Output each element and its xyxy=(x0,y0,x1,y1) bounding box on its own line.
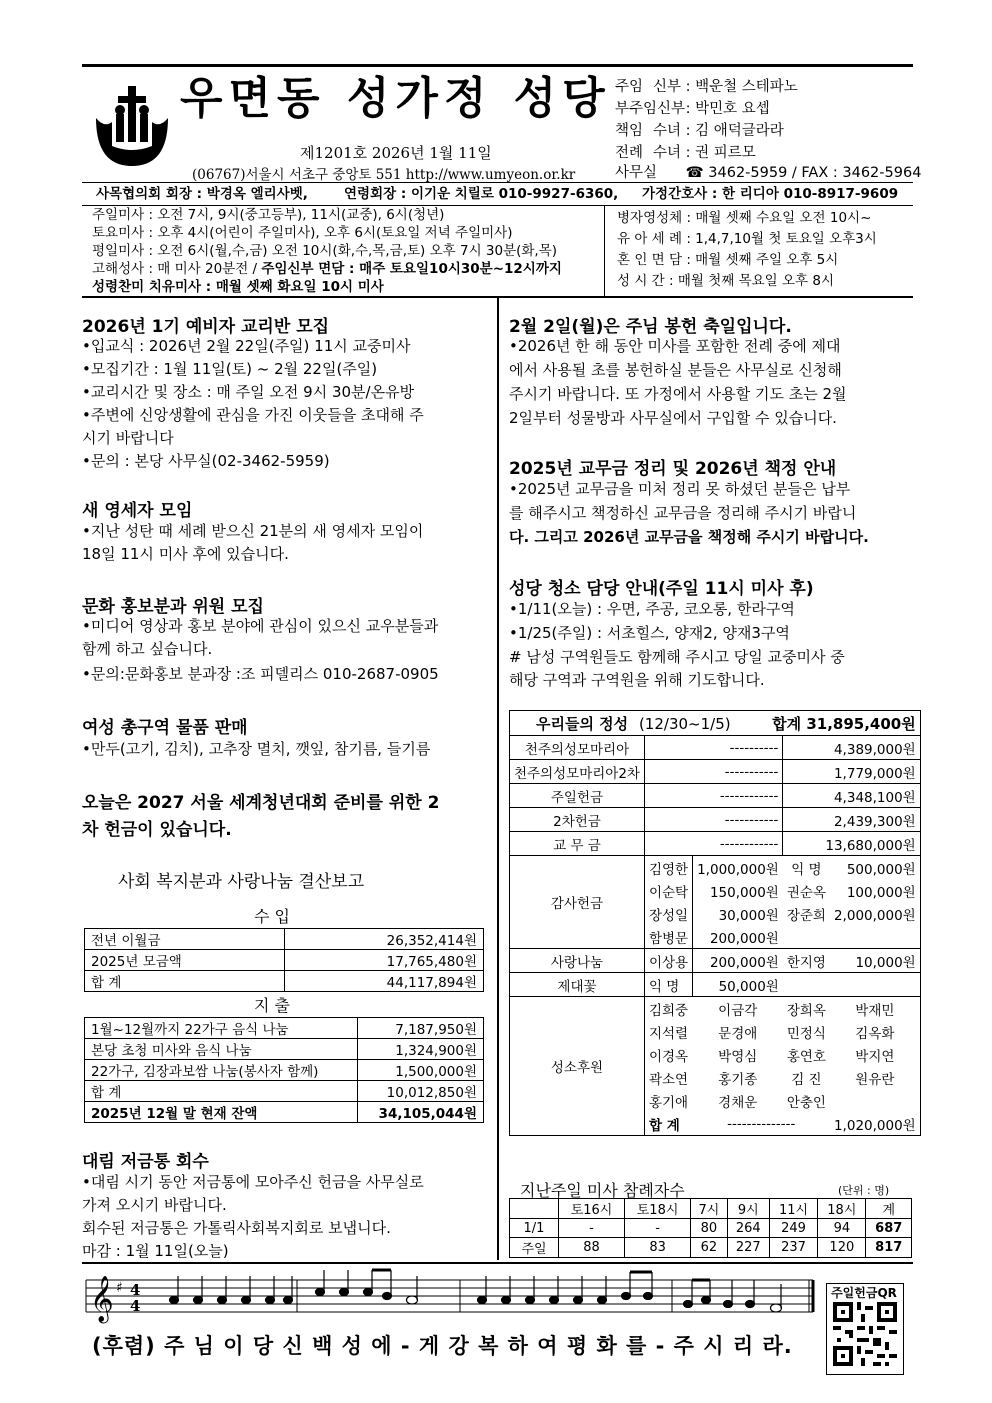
paragraph-line: 2일부터 성물방과 사무실에서 구입할 수 있습니다. xyxy=(509,409,837,427)
home-nurse: 가정간호사 : 한 리디아 010-8917-9609 xyxy=(642,186,899,202)
offering-amount: 13,680,000원 xyxy=(783,832,920,856)
donor-name: 이상용 xyxy=(644,949,692,973)
catechumen-title: 2026년 1기 예비자 교리반 모집 xyxy=(82,317,330,337)
donor-amount: 30,000원 xyxy=(718,907,779,924)
svg-text:♯: ♯ xyxy=(116,1280,123,1296)
svg-text:4: 4 xyxy=(130,1297,141,1315)
att-cell: 227 xyxy=(727,1238,769,1258)
att-header: 18시 xyxy=(818,1199,866,1219)
empty-cell xyxy=(783,973,920,997)
expense-amount: 7,187,950원 xyxy=(357,1018,483,1039)
table-row xyxy=(510,1219,912,1238)
support-total-amount: 1,020,000원 xyxy=(830,1112,920,1136)
income-title: 수 입 xyxy=(254,907,290,926)
table-row xyxy=(510,949,921,973)
donor-name: 김영한 xyxy=(644,856,692,880)
list-item: •교리시간 및 장소 : 매 주일 오전 9시 30분/온유방 xyxy=(82,383,415,401)
table-row xyxy=(85,1081,484,1102)
att-cell: 237 xyxy=(769,1238,817,1258)
paragraph-line: •2026년 한 해 동안 미사를 포함한 전례 중에 제대 xyxy=(509,337,841,355)
donor-amount: 100,000원 xyxy=(830,879,920,902)
thanks-label: 감사헌금 xyxy=(510,856,645,949)
table-row xyxy=(85,950,484,971)
expense-amount: 1,500,000원 xyxy=(357,1060,483,1081)
list-item: •지난 성탄 때 세례 받으신 21분의 새 영세자 모임이 xyxy=(82,522,424,540)
table-row xyxy=(510,736,921,760)
supporter-name: 안충인 xyxy=(786,1094,826,1111)
list-item: •입교식 : 2026년 2월 22일(주일) 11시 교중미사 xyxy=(82,337,411,355)
advent-bank-title: 대림 저금통 회수 xyxy=(82,1152,209,1172)
offering-dash: ------------ xyxy=(644,784,782,808)
bottom-rule xyxy=(82,1262,913,1264)
att-header: 11시 xyxy=(769,1199,817,1219)
confession-line: 고해성사 : 매 미사 20분전 / 주임신부 면담 : 매주 토요일10시30분~12시까지 xyxy=(92,261,562,277)
church-name: 우면동 성가정 성당 xyxy=(180,73,611,124)
att-cell: 62 xyxy=(691,1238,728,1258)
donor-name: 이순탁 xyxy=(644,879,692,902)
hymn-lyrics: (후렴) 주 님 이 당 신 백 성 에 - 게 강 복 하 여 평 화 를 - 주 시 리 라. xyxy=(92,1334,793,1358)
donor-amount: 2,000,000원 xyxy=(830,902,920,925)
att-cell: 1/1 xyxy=(510,1219,559,1238)
income-label: 합 계 xyxy=(85,971,285,992)
offerings-title: 우리들의 정성 xyxy=(536,714,629,733)
offering-dash: ----------- xyxy=(644,760,782,784)
paragraph-line: 주시기 바랍니다. 또 가정에서 사용할 기도 초는 2월 xyxy=(509,385,847,403)
expense-amount: 10,012,850원 xyxy=(357,1081,483,1102)
wyd-collection-line2: 차 헌금이 있습니다. xyxy=(82,820,232,840)
table-row xyxy=(510,760,921,784)
supporter-name: 지석렬 xyxy=(648,1025,689,1042)
support-total-label: 합 계 xyxy=(644,1112,692,1136)
att-header: 토18시 xyxy=(625,1199,691,1219)
weekday-mass: 평일미사 : 오전 6시(월,수,금) 오전 10시(화,수,목,금,토) 오후 7시 30분(화,목) xyxy=(92,243,558,259)
balance-amount: 34,105,044원 xyxy=(357,1102,483,1123)
offering-dash: ------------ xyxy=(644,832,782,856)
att-cell: 주일 xyxy=(510,1238,559,1258)
att-header: 토16시 xyxy=(559,1199,625,1219)
att-header: 7시 xyxy=(691,1199,728,1219)
new-baptized-title: 새 영세자 모임 xyxy=(82,501,193,521)
donor-name: 익 명 xyxy=(783,856,830,880)
cleaning-title: 성당 청소 담당 안내(주일 11시 미사 후) xyxy=(509,579,814,599)
list-item: # 남성 구역원들도 함께해 주시고 당일 교중미사 중 xyxy=(509,648,845,666)
list-item: 시기 바랍니다 xyxy=(82,429,174,447)
mass-divider xyxy=(604,206,605,296)
list-item: •미디어 영상과 홍보 분야에 관심이 있으신 교우분들과 xyxy=(82,617,439,635)
paragraph-line: 다. 그리고 2026년 교무금을 책정해 주시기 바랍니다. xyxy=(509,528,869,546)
donor-amount: 10,000원 xyxy=(830,949,920,973)
offering-amount: 2,439,300원 xyxy=(783,808,920,832)
staff-liturgy-sister: 전례 수녀 : 권 피르모 xyxy=(615,145,756,161)
list-item: •모집기간 : 1월 11일(토) ~ 2월 22일(주일) xyxy=(82,360,378,378)
table-row xyxy=(85,929,484,950)
flower-label: 제대꽃 xyxy=(510,973,645,997)
support-total-dash: -------------- xyxy=(693,1112,830,1136)
list-item: 18일 11시 미사 후에 있습니다. xyxy=(82,545,289,563)
top-rule xyxy=(82,64,913,67)
women-sale-title: 여성 총구역 물품 판매 xyxy=(82,718,248,738)
church-address: (06767)서울시 서초구 중앙토 551 http://www.umyeon.or.kr xyxy=(192,167,576,183)
supporter-name: 김 진 xyxy=(791,1071,822,1088)
offerings-header-cell xyxy=(510,711,921,736)
offerings-period: (12/30~1/5) xyxy=(638,714,731,733)
offerings-total: 합계 31,895,400원 xyxy=(772,714,916,733)
att-header: 9시 xyxy=(727,1199,769,1219)
offering-dash: ----------- xyxy=(644,808,782,832)
church-logo-icon xyxy=(90,84,174,168)
donor-amount: 200,000원 xyxy=(693,925,783,949)
att-header xyxy=(510,1199,559,1219)
issue-number-date: 제1201호 2026년 1월 11일 xyxy=(300,144,492,162)
expense-title: 지 출 xyxy=(254,996,290,1015)
donor-amount: 200,000원 xyxy=(693,949,783,973)
donor-name: 한지영 xyxy=(783,949,830,973)
paragraph-line: •2025년 교무금을 미처 정리 못 하셨던 분들은 납부 xyxy=(509,480,851,498)
supporter-name: 이금각 xyxy=(693,997,783,1021)
att-total: 817 xyxy=(866,1238,912,1258)
saturday-mass: 토요미사 : 오후 4시(어린이 주일미사), 오후 6시(토요일 저녁 주일미사) xyxy=(92,225,513,241)
infant-baptism: 유 아 세 례 : 1,4,7,10월 첫 토요일 오후3시 xyxy=(617,231,877,247)
offerings-table xyxy=(509,710,921,1136)
list-item: •1/11(오늘) : 우면, 주공, 코오롱, 한라구역 xyxy=(509,600,795,618)
attendance-unit: (단위 : 명) xyxy=(838,1184,890,1197)
table-row xyxy=(510,997,921,1021)
supporter-name: 곽소연 xyxy=(648,1071,689,1088)
offering-amount: 4,348,100원 xyxy=(783,784,920,808)
supporter-name: 민정식 xyxy=(786,1025,826,1042)
expense-label: 본당 초청 미사와 음식 나눔 xyxy=(85,1039,358,1060)
holy-hour: 성 시 간 : 매월 첫째 목요일 오후 8시 xyxy=(617,273,835,289)
sick-communion: 병자영성체 : 매월 셋째 수요일 오전 10시~ xyxy=(617,210,872,226)
att-cell: 83 xyxy=(625,1238,691,1258)
offering-category: 천주의성모마리아 xyxy=(510,736,645,760)
list-item: 마감 : 1월 11일(오늘) xyxy=(82,1242,229,1260)
table-row xyxy=(85,1060,484,1081)
list-item: 가져 오시기 바랍니다. xyxy=(82,1196,227,1214)
list-item: 회수된 저금통은 가톨릭사회복지회로 보냅니다. xyxy=(82,1219,391,1237)
table-row xyxy=(85,1018,484,1039)
funeral-committee-head: 연령회장 : 이기운 치릴로 010-9927-6360, xyxy=(344,186,619,202)
officers-bar xyxy=(82,182,913,206)
att-cell: - xyxy=(625,1219,691,1238)
list-item: •문의 : 본당 사무실(02-3462-5959) xyxy=(82,452,330,470)
offering-dash: ---------- xyxy=(644,736,782,760)
att-header: 계 xyxy=(866,1199,912,1219)
offering-category: 주일헌금 xyxy=(510,784,645,808)
council-president: 사목협의회 회장 : 박경옥 엘리사벳, xyxy=(96,186,308,202)
table-row xyxy=(510,832,921,856)
supporter-name: 장희옥 xyxy=(783,997,830,1021)
wyd-collection-line1: 오늘은 2027 서울 세계청년대회 준비를 위한 2 xyxy=(82,793,440,813)
welfare-report-title: 사회 복지분과 사랑나눔 결산보고 xyxy=(118,872,365,892)
donor-name: 함병문 xyxy=(644,925,692,949)
att-cell: 88 xyxy=(559,1238,625,1258)
expense-label: 22가구, 김장과보쌈 나눔(봉사자 함께) xyxy=(85,1060,358,1081)
supporter-name: 홍기종 xyxy=(718,1071,758,1088)
staff-assistant-pastor: 부주임신부 : 박민호 요셉 xyxy=(615,101,770,117)
media-recruit-title: 문화 홍보분과 위원 모집 xyxy=(82,597,264,617)
table-row xyxy=(510,973,921,997)
list-item: •1/25(주일) : 서초힐스, 양재2, 양재3구역 xyxy=(509,624,790,642)
staff-pastor: 주임 신부 : 백운철 스테파노 xyxy=(615,79,798,95)
att-cell: 120 xyxy=(818,1238,866,1258)
empty-cell xyxy=(830,1089,920,1112)
table-row xyxy=(510,856,921,880)
offering-category: 교 무 금 xyxy=(510,832,645,856)
healing-mass: 성령찬미 치유미사 : 매월 셋째 화요일 10시 미사 xyxy=(92,279,384,295)
att-total: 687 xyxy=(866,1219,912,1238)
support-label: 성소후원 xyxy=(510,997,645,1136)
list-item: 함께 하고 싶습니다. xyxy=(82,640,213,658)
treble-clef-icon: 𝄞 xyxy=(90,1276,114,1322)
att-cell: - xyxy=(559,1219,625,1238)
dues-title: 2025년 교무금 정리 및 2026년 책정 안내 xyxy=(509,459,837,479)
donor-name: 권순옥 xyxy=(786,884,826,901)
svg-text:4: 4 xyxy=(130,1281,141,1299)
supporter-name: 문경애 xyxy=(718,1025,758,1042)
column-divider xyxy=(497,298,499,1260)
qr-code-icon[interactable] xyxy=(833,1302,897,1366)
presentation-feast-title: 2월 2일(월)은 주님 봉헌 축일입니다. xyxy=(509,317,792,337)
income-amount: 44,117,894원 xyxy=(284,971,483,992)
income-label: 2025년 모금액 xyxy=(85,950,285,971)
staff-head-sister: 책임 수녀 : 김 애덕글라라 xyxy=(615,123,784,139)
qr-label: 주일헌금QR xyxy=(831,1286,897,1300)
income-amount: 17,765,480원 xyxy=(284,950,483,971)
donor-amount: 1,000,000원 xyxy=(693,856,783,880)
offerings-header xyxy=(510,711,921,736)
table-row xyxy=(85,1102,484,1123)
supporter-name: 김희중 xyxy=(644,997,692,1021)
table-row xyxy=(85,1039,484,1060)
donor-amount: 50,000원 xyxy=(693,973,783,997)
supporter-name: 홍기애 xyxy=(648,1094,689,1111)
offering-category: 2차헌금 xyxy=(510,808,645,832)
donor-name: 장성일 xyxy=(644,902,692,925)
donor-amount xyxy=(830,925,920,949)
attendance-title: 지난주일 미사 참례자수 xyxy=(520,1181,685,1200)
att-cell: 264 xyxy=(727,1219,769,1238)
income-table xyxy=(84,928,484,992)
offering-amount: 4,389,000원 xyxy=(783,736,920,760)
expense-table xyxy=(84,1017,484,1123)
att-cell: 94 xyxy=(818,1219,866,1238)
table-header-row xyxy=(510,1199,912,1219)
donor-amount: 500,000원 xyxy=(830,856,920,880)
table-row xyxy=(510,808,921,832)
love-label: 사랑나눔 xyxy=(510,949,645,973)
att-cell: 80 xyxy=(691,1219,728,1238)
income-amount: 26,352,414원 xyxy=(284,929,483,950)
expense-label: 1월~12월까지 22가구 음식 나눔 xyxy=(85,1018,358,1039)
supporter-name: 박영심 xyxy=(718,1048,758,1065)
supporter-name: 이경옥 xyxy=(648,1048,689,1065)
donor-amount: 150,000원 xyxy=(709,884,779,901)
list-item: •문의:문화홍보 분과장 :조 피델리스 010-2687-0905 xyxy=(82,665,439,683)
supporter-name: 박재민 xyxy=(830,997,920,1021)
attendance-table xyxy=(509,1198,912,1258)
offering-amount: 1,779,000원 xyxy=(783,760,920,784)
staff-office: 사무실 ☎ 3462-5959 / FAX : 3462-5964 xyxy=(615,165,922,181)
table-row xyxy=(510,784,921,808)
sunday-mass: 주일미사 : 오전 7시, 9시(중고등부), 11시(교중), 6시(청년) xyxy=(92,207,445,223)
balance-label: 2025년 12월 말 현재 잔액 xyxy=(85,1102,358,1123)
paragraph-line: 를 해주시고 책정하신 교무금을 정리해 주시기 바랍니 xyxy=(509,504,857,522)
supporter-name: 김옥화 xyxy=(830,1020,920,1043)
table-row xyxy=(85,971,484,992)
offering-category: 천주의성모마리아2차 xyxy=(510,760,645,784)
list-item: •주변에 신앙생활에 관심을 가진 이웃들을 초대해 주 xyxy=(82,406,424,424)
paragraph-line: 에서 사용될 초를 봉헌하실 분들은 사무실로 신청해 xyxy=(509,361,842,379)
att-cell: 249 xyxy=(769,1219,817,1238)
supporter-name: 경채운 xyxy=(718,1094,758,1111)
table-row xyxy=(510,1238,912,1258)
donor-name: 장준희 xyxy=(786,907,826,924)
music-staff xyxy=(82,1266,817,1326)
marriage-interview: 혼 인 면 담 : 매월 셋째 주일 오후 5시 xyxy=(617,252,839,268)
donor-name xyxy=(783,925,830,949)
income-label: 전년 이월금 xyxy=(85,929,285,950)
supporter-name: 홍연호 xyxy=(786,1048,826,1065)
supporter-name: 박지연 xyxy=(830,1043,920,1066)
expense-label: 합 계 xyxy=(85,1081,358,1102)
list-item: 해당 구역과 구역원을 위해 기도합니다. xyxy=(509,671,765,689)
expense-amount: 1,324,900원 xyxy=(357,1039,483,1060)
donor-name: 익 명 xyxy=(644,973,692,997)
list-item: •대림 시기 동안 저금통에 모아주신 헌금을 사무실로 xyxy=(82,1173,424,1191)
supporter-name: 원유란 xyxy=(830,1066,920,1089)
list-item: •만두(고기, 김치), 고추장 멸치, 깻잎, 참기름, 들기름 xyxy=(82,740,431,758)
